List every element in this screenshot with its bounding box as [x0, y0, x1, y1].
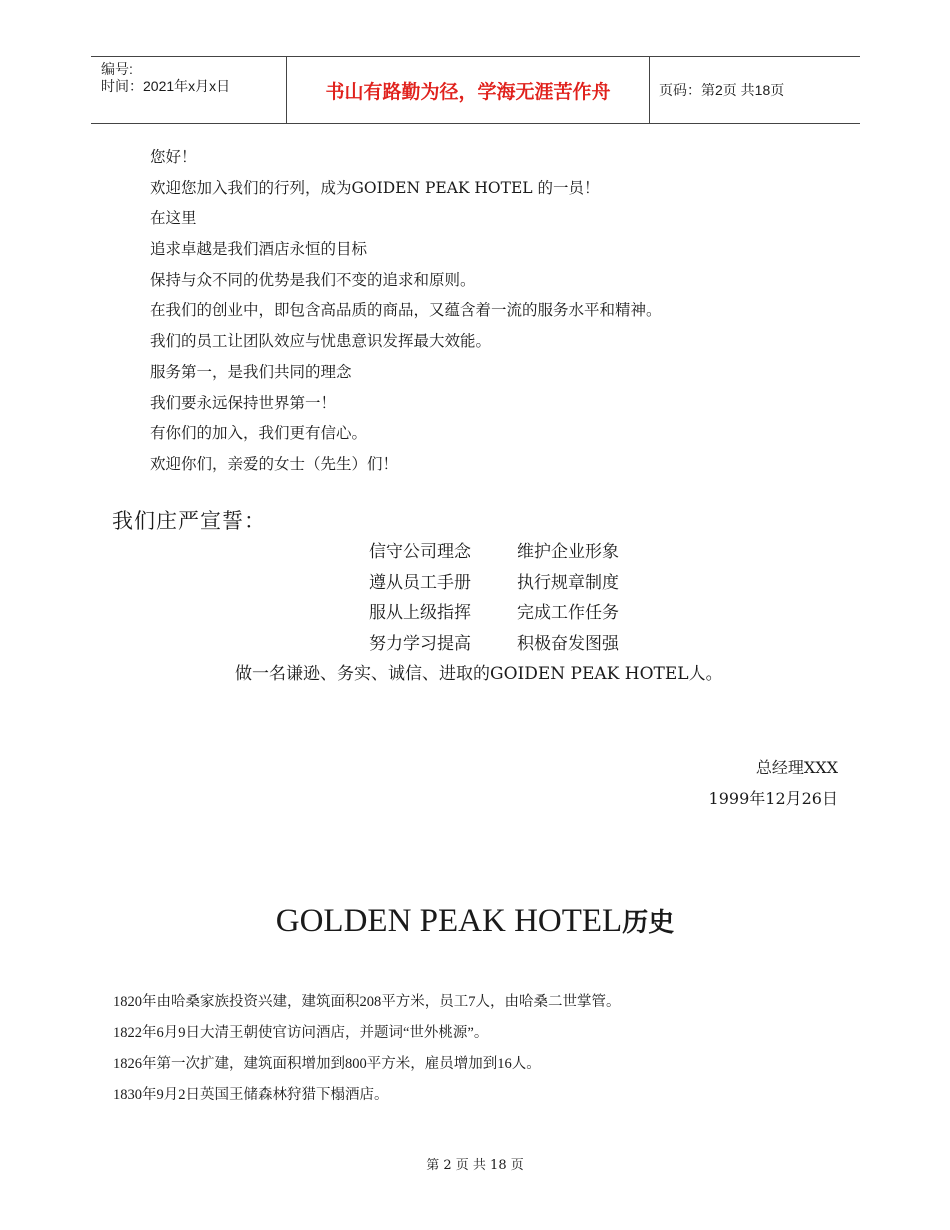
letter-line: 在这里 [150, 209, 197, 228]
letter-line: 我们要永远保持世界第一！ [150, 393, 337, 412]
history-title-cn: 历史 [622, 908, 675, 938]
header-page-cell [650, 57, 860, 123]
oath-item: 完成工作任务 [517, 603, 619, 624]
letter-line: 服务第一，是我们共同的理念 [150, 362, 352, 381]
number-label: 编号: [101, 61, 133, 77]
letter-line: 欢迎您加入我们的行列，成为GOIDEN PEAK HOTEL 的一员！ [150, 178, 600, 197]
oath-item: 遵从员工手册 [369, 572, 471, 593]
oath-row [369, 598, 619, 629]
signature-date: 1999年12月26日 [708, 789, 838, 808]
header-motto-cell [287, 57, 650, 123]
header-meta-cell [91, 57, 287, 123]
time-label: 时间：2021年x月x日 [101, 78, 231, 94]
history-entry: 1820年由哈桑家族投资兴建，建筑面积208平方米，员工7人，由哈桑二世掌管。 [113, 994, 621, 1010]
oath-row [369, 537, 619, 568]
letter-line: 在我们的创业中，即包含高品质的商品，又蕴含着一流的服务水平和精神。 [150, 301, 662, 320]
history-entry: 1822年6月9日大清王朝使官访问酒店，并题词“世外桃源”。 [113, 1025, 489, 1041]
oath-list [369, 537, 619, 660]
motto: 书山有路勤为径，学海无涯苦作舟 [325, 80, 611, 103]
history-list [113, 987, 621, 1111]
oath-item: 执行规章制度 [517, 572, 619, 593]
document-header [91, 56, 860, 124]
oath-closing: 做一名谦逊、务实、诚信、进取的GOIDEN PEAK HOTEL人。 [235, 664, 723, 684]
letter-line: 追求卓越是我们酒店永恒的目标 [150, 240, 368, 259]
history-entry: 1826年第一次扩建，建筑面积增加到800平方米，雇员增加到16人。 [113, 1056, 541, 1072]
oath-row [369, 568, 619, 599]
history-title-en: GOLDEN PEAK HOTEL [275, 903, 623, 939]
welcome-letter [150, 142, 662, 480]
oath-item: 努力学习提高 [369, 634, 471, 655]
history-entry: 1830年9月2日英国王储森林狩猎下榻酒店。 [113, 1087, 389, 1103]
page-footer: 第 2 页 共 18 页 [426, 1158, 524, 1173]
letter-line: 您好！ [150, 148, 197, 166]
signature-name: 总经理XXX [755, 758, 838, 777]
letter-line: 保持与众不同的优势是我们不变的追求和原则。 [150, 270, 476, 289]
oath-item: 维护企业形象 [517, 542, 619, 562]
history-title [0, 896, 950, 948]
letter-line: 欢迎你们，亲爱的女士（先生）们！ [150, 454, 399, 473]
oath-item: 服从上级指挥 [369, 603, 471, 624]
oath-row [369, 629, 619, 660]
oath-item: 积极奋发图强 [517, 634, 619, 655]
signature-block [709, 752, 838, 814]
page-info: 页码：第2页 共18页 [659, 82, 785, 98]
oath-title: 我们庄严宣誓： [112, 509, 266, 533]
letter-line: 有你们的加入，我们更有信心。 [150, 424, 368, 443]
letter-line: 我们的员工让团队效应与忧患意识发挥最大效能。 [150, 332, 492, 351]
oath-item: 信守公司理念 [369, 542, 471, 562]
